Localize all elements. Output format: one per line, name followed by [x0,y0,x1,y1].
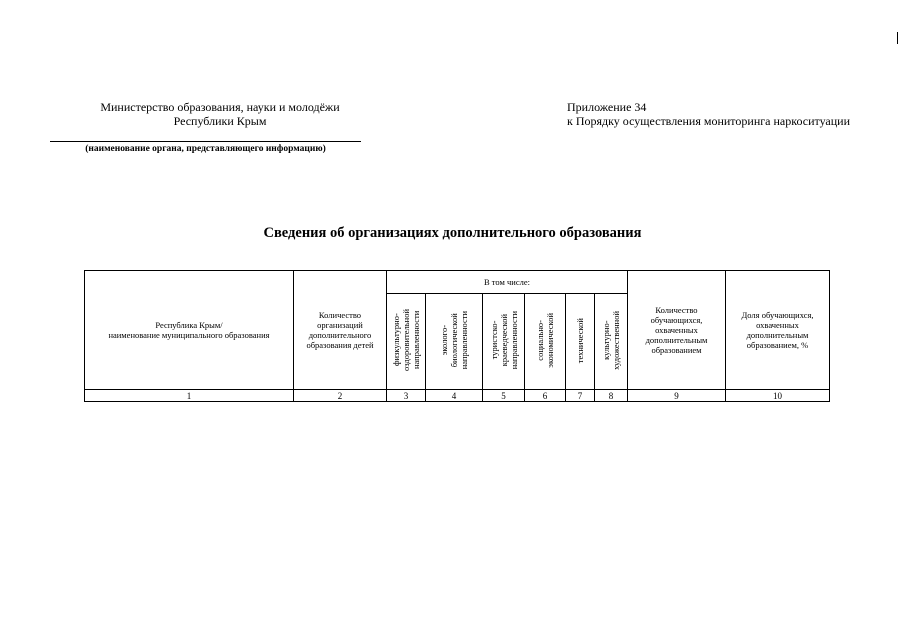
header-tourism-line-1: туристско- [488,321,499,360]
header-eco-bio-line-1: эколого- [439,325,449,356]
header-socio-economic-line-1: социально- [535,320,545,361]
header-eco-bio-line-2: биологической [449,313,459,368]
column-number: 8 [595,390,628,402]
organization-caption: (наименование органа, представляющего информацию) [85,144,326,154]
scan-edge-mark [897,32,898,44]
organization-line-2: Республики Крым [173,114,267,128]
header-technical-text [575,318,585,363]
column-number: 1 [85,390,294,402]
header-socio-economic-line-2: экономической [545,313,555,368]
header-students-share-line-3: дополнительным [746,330,809,340]
column-number: 9 [628,390,726,402]
header-cultural-artistic-text [601,311,621,370]
header-physical-health [387,294,426,390]
header-physical-health-line-3: направленности [411,311,421,370]
column-number: 3 [387,390,426,402]
header-students-count-line-4: дополнительным [645,335,708,345]
document-title: Сведения об организациях дополнительного образования [263,225,642,241]
header-physical-health-text [391,309,421,371]
header-students-share [726,271,830,390]
header-eco-bio-text [439,311,469,369]
header-tourism [483,294,525,390]
header-cultural-artistic-line-1: культурно- [601,320,611,361]
appendix-line-2: к Порядку осуществления мониторинга наркоситуации [567,114,851,128]
header-org-count-line-1: Количество [318,310,362,320]
column-number: 7 [566,390,595,402]
header-students-count-line-2: обучающихся, [650,315,703,325]
column-number: 6 [525,390,566,402]
header-students-count-line-5: образованием [651,345,702,355]
header-municipality-line-1: Республика Крым/ [155,320,223,330]
header-students-count-line-1: Количество [655,305,698,315]
header-eco-bio [426,294,483,390]
header-org-count-line-2: организаций [317,320,363,330]
column-number: 10 [726,390,830,402]
header-socio-economic [525,294,566,390]
header-cultural-artistic-line-2: художественной [611,311,621,370]
header-including: В том числе: [387,271,628,294]
header-physical-health-line-1: физкультурно- [391,314,401,367]
column-number: 4 [426,390,483,402]
column-number: 2 [294,390,387,402]
header-students-share-line-4: образованием, % [746,340,809,350]
column-number: 5 [483,390,525,402]
report-table [84,270,830,402]
organization-line-1: Министерство образования, науки и молодёжи [100,100,340,114]
organization-underline [50,141,361,142]
header-cultural-artistic [595,294,628,390]
header-students-share-line-1: Доля обучающихся, [741,310,814,320]
column-number-row [85,390,830,402]
header-tourism-text [489,311,519,369]
header-technical [566,294,595,390]
header-org-count-line-3: дополнительного [308,330,372,340]
appendix-line-1: Приложение 34 [567,100,647,114]
header-students-count-line-3: охваченных [655,325,698,335]
organization-block [70,100,370,128]
header-students-count [628,271,726,390]
header-org-count-line-4: образования детей [306,340,374,350]
header-municipality [85,271,294,390]
header-municipality-line-2: наименование муниципального образования [108,330,270,340]
header-technical-line-1: технической [575,317,585,364]
header-socio-economic-text [535,313,555,368]
header-students-share-line-2: охваченных [756,320,799,330]
header-physical-health-line-2: оздоровительной [401,309,411,372]
header-tourism-line-3: направленности [508,311,519,370]
header-org-count [294,271,387,390]
appendix-block [567,100,850,128]
header-eco-bio-line-3: направленности [459,311,469,370]
header-row-1 [85,271,830,294]
header-tourism-line-2: краеведческой [498,314,509,367]
